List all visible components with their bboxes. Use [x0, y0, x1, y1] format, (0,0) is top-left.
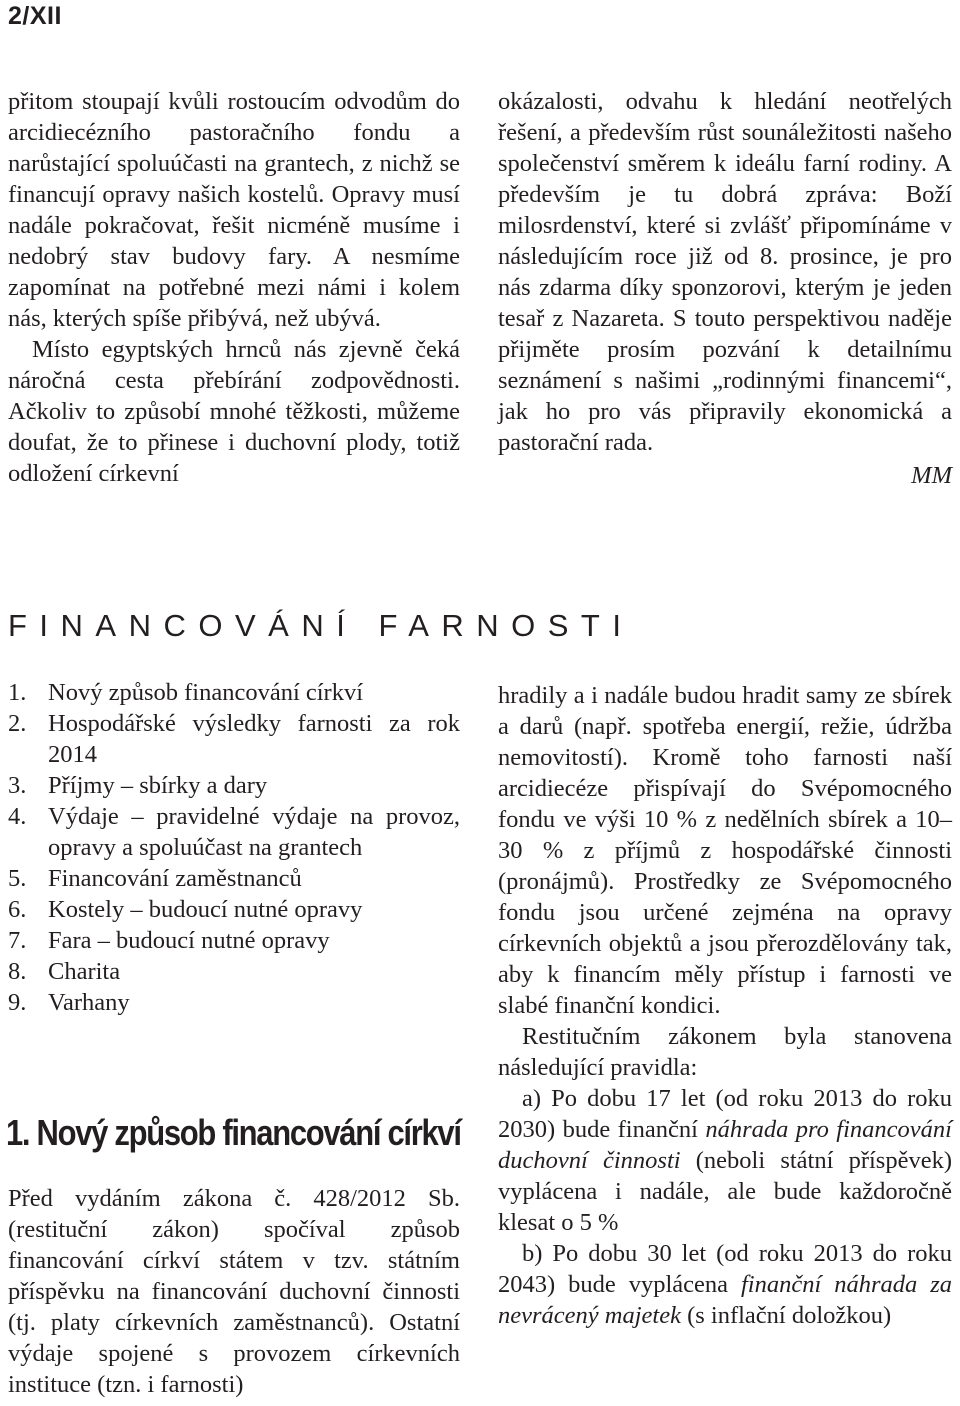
- rule-b-text: b) Po dobu 30 let (od roku 2013 do roku 2043) bude vyplácena: [498, 1240, 952, 1298]
- toc-item-number: 8.: [8, 958, 27, 985]
- toc-item-number: 6.: [8, 896, 27, 923]
- toc-item-number: 3.: [8, 772, 27, 799]
- toc-item-text: Charita: [48, 958, 121, 985]
- rule-b-text-end: (s inflační doložkou): [680, 1302, 892, 1329]
- rule-b-emphasis: finanční náhrada za nevrácený majetek: [498, 1271, 952, 1329]
- toc-item-number: 1.: [8, 679, 27, 706]
- body-column-right: [498, 680, 952, 1331]
- toc-item-number: 5.: [8, 865, 27, 892]
- intro-paragraph-2: Místo egyptských hrnců nás zjevně čeká náročná cesta přebírání zodpovědnosti. Ačkoliv to způsobí mnohé těžkosti, můžeme doufat, že to přinese i duchovní plody, totiž odložení církevní: [8, 336, 460, 487]
- section-title: FINANCOVÁNÍ FARNOSTI: [8, 608, 634, 643]
- page-number: 2/XII: [8, 2, 62, 30]
- toc-item: [8, 863, 460, 894]
- intro-paragraph-1: přitom stoupají kvůli rostoucím odvodům do arcidiecézního pastoračního fondu a narůstající spoluúčasti na grantech, z nichž se financují opravy našich kostelů. Opravy musí nadále pokračovat, řešit nicméně musíme i nedobrý stav budovy fary. A nesmíme zapomínat na potřebné mezi námi i kolem nás, kterých spíše přibývá, než ubývá.: [8, 88, 460, 332]
- rule-a-text-end: (neboli státní příspěvek) vyplácena i nadále, ale bude každoročně klesat o 5 %: [498, 1147, 953, 1236]
- subsection-heading: 1. Nový způsob financování církví: [6, 1112, 461, 1153]
- body-paragraph-1: Před vydáním zákona č. 428/2012 Sb. (restituční zákon) spočíval způsob financování církví státem v tzv. státním příspěvku na financování duchovní činnosti (tj. platy církevních zaměstnanců). Ostatní výdaje spojené s provozem církevních instituce (tzn. i farnosti): [8, 1185, 460, 1398]
- toc-item: [8, 677, 460, 708]
- toc-item-text: Výdaje – pravidelné výdaje na provoz, opravy a spoluúčast na grantech: [48, 803, 460, 861]
- toc-item-number: 7.: [8, 927, 27, 954]
- intro-column-left: [8, 86, 460, 489]
- table-of-contents: [8, 677, 460, 1018]
- toc-item: [8, 925, 460, 956]
- toc-item-text: Financování zaměstnanců: [48, 865, 302, 892]
- toc-item-number: 2.: [8, 710, 27, 737]
- toc-item: [8, 956, 460, 987]
- toc-item-text: Hospodářské výsledky farnosti za rok 2014: [48, 710, 460, 768]
- toc-item: [8, 770, 460, 801]
- toc-item: [8, 708, 460, 770]
- intro-paragraph-3: okázalosti, odvahu k hledání neotřelých řešení, a především růst sounáležitosti našeho společenství směrem k ideálu farní rodiny. A především je tu dobrá zpráva: Boží milosrdenství, které si zvlášť připomínáme v následujícím roce již od 8. prosince, je pro nás zdarma díky sponzorovi, kterým je jeden tesař z Nazareta. S touto perspektivou naděje přijměte prosím pozvání k detailnímu seznámení s našimi „rodinnými financemi“, jak ho pro vás připravily ekonomická a pastorační rada.: [498, 88, 952, 456]
- author-signature: MM: [911, 462, 952, 489]
- toc-item-text: Příjmy – sbírky a dary: [48, 772, 268, 799]
- toc-item-text: Fara – budoucí nutné opravy: [48, 927, 330, 954]
- toc-item: [8, 801, 460, 863]
- rule-a: [498, 1083, 952, 1238]
- toc-item-text: Varhany: [48, 989, 130, 1016]
- body-paragraph-2: hradily a i nadále budou hradit samy ze sbírek a darů (např. spotřeba energií, režie, údržba nemovitostí). Kromě toho farnosti naší arcidiecéze přispívají do Svépomocného fondu ve výši 10 % z nedělních sbírek a 10–30 % z příjmů z hospodářské činnosti (pronájmů). Prostředky ze Svépomocného fondu jsou určené zejména na opravy církevních objektů a jsou přerozdělovány tak, aby k financím měly přístup i farnosti ve slabé finanční kondici.: [498, 682, 952, 1019]
- rule-b: [498, 1238, 952, 1331]
- toc-item-number: 9.: [8, 989, 27, 1016]
- toc-item-text: Kostely – budoucí nutné opravy: [48, 896, 363, 923]
- intro-column-right: [498, 86, 952, 491]
- body-paragraph-3: Restitučním zákonem byla stanovena následující pravidla:: [498, 1023, 952, 1081]
- toc-item: [8, 987, 460, 1018]
- rule-a-text: a) Po dobu 17 let (od roku 2013 do roku 2030) bude finanční: [498, 1085, 952, 1143]
- body-column-left: [8, 1183, 460, 1400]
- toc-item: [8, 894, 460, 925]
- toc-item-number: 4.: [8, 803, 27, 830]
- rule-a-emphasis: náhrada pro financování duchovní činnosti: [498, 1116, 952, 1174]
- toc-item-text: Nový způsob financování církví: [48, 679, 364, 706]
